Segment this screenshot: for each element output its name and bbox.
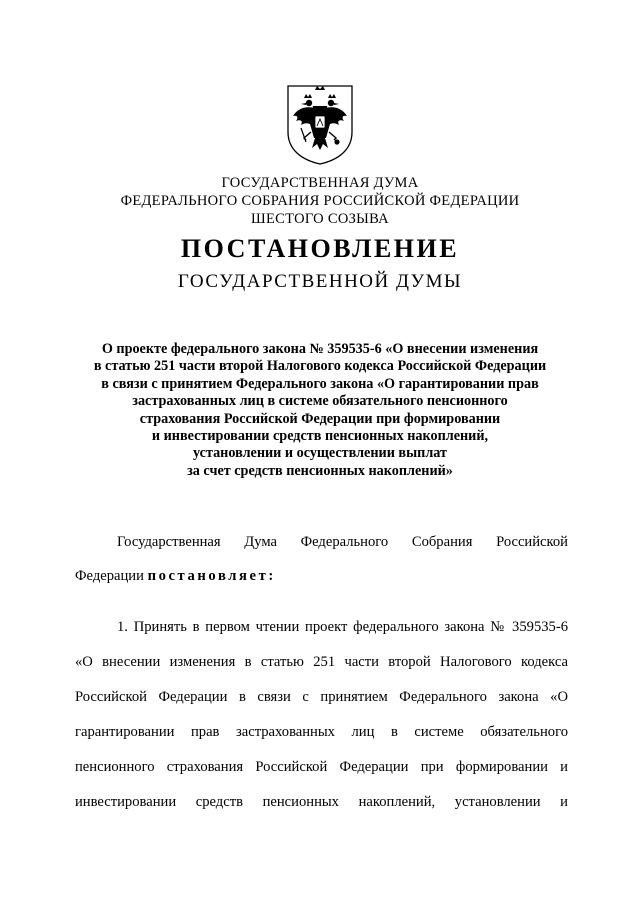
item-1-line: инвестировании средств пенсионных накоплений, установлении и: [75, 794, 568, 810]
item-1-line: Российской Федерации в связи с принятием Федерального закона «О: [75, 689, 568, 705]
org-name-line-2: ФЕДЕРАЛЬНОГО СОБРАНИЯ РОССИЙСКОЙ ФЕДЕРАЦИИ: [120, 193, 520, 209]
preamble-text: Федерации: [75, 568, 148, 584]
item-1-line: 1. Принять в первом чтении проект федерального закона № 359535-6: [117, 619, 568, 635]
document-subject: [60, 341, 580, 480]
item-1-line: пенсионного страхования Российской Федерации при формировании и: [75, 759, 568, 775]
decree-word: постановляет:: [147, 568, 276, 584]
subject-line: в статью 251 части второй Налогового кодекса Российской Федерации: [93, 358, 547, 375]
document-subtitle: ГОСУДАРСТВЕННОЙ ДУМЫ: [177, 271, 463, 292]
document-title: ПОСТАНОВЛЕНИЕ: [180, 234, 460, 263]
org-name-line-1: ГОСУДАРСТВЕННАЯ ДУМА: [221, 175, 419, 191]
item-1-line: гарантировании прав застрахованных лиц в системе обязательного: [75, 724, 568, 740]
item-1-line: «О внесении изменения в статью 251 части второй Налогового кодекса: [75, 654, 568, 670]
subject-line: застрахованных лиц в системе обязательного пенсионного: [132, 393, 508, 410]
subject-line: за счет средств пенсионных накоплений»: [187, 462, 453, 479]
preamble-line: [75, 567, 568, 585]
russian-coat-of-arms-icon: [284, 82, 356, 166]
convocation-line: ШЕСТОГО СОЗЫВА: [251, 211, 389, 227]
subject-line: и инвестировании средств пенсионных накоплений,: [151, 428, 489, 445]
subject-line: О проекте федерального закона № 359535-6 «О внесении изменения: [101, 341, 539, 357]
subject-line: установлении и осуществлении выплат: [192, 445, 447, 462]
subject-line: страхования Российской Федерации при формировании: [139, 410, 501, 427]
subject-line: в связи с принятием Федерального закона «О гарантировании прав: [101, 375, 539, 392]
preamble-line: Государственная Дума Федерального Собрания Российской: [117, 534, 568, 550]
